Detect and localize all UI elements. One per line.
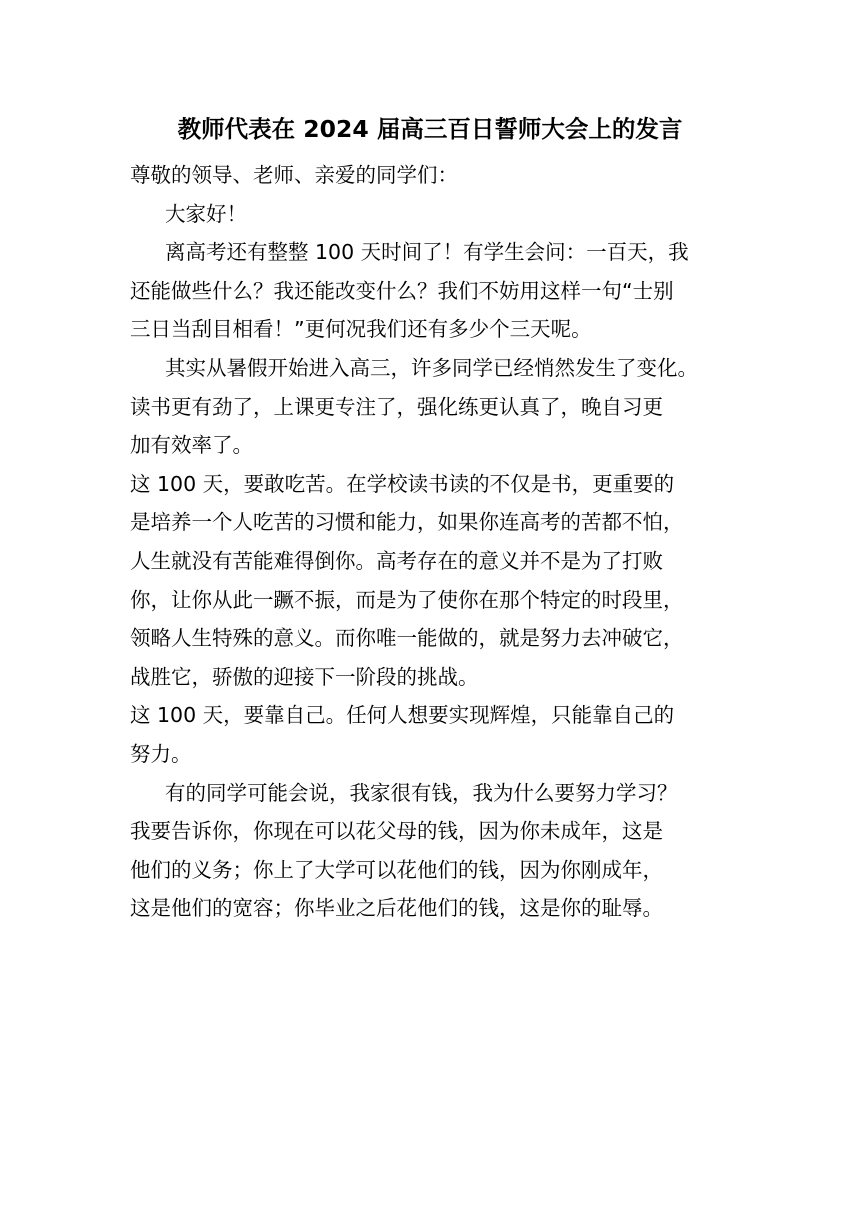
paragraph-line: 努力。 (130, 741, 192, 766)
paragraph-line: 是培养一个人吃苦的习惯和能力，如果你连高考的苦都不怕， (130, 510, 684, 535)
paragraph-line: 我要告诉你，你现在可以花父母的钱，因为你未成年，这是 (130, 819, 663, 844)
paragraph-line: 战胜它，骄傲的迎接下一阶段的挑战。 (130, 664, 479, 689)
paragraph-line: 读书更有劲了，上课更专注了，强化练更认真了，晚自习更 (130, 394, 663, 419)
greeting-line: 大家好！ (165, 201, 247, 226)
paragraph-line: 其实从暑假开始进入高三，许多同学已经悄然发生了变化。 (165, 355, 698, 380)
paragraph-line: 你，让你从此一蹶不振，而是为了使你在那个特定的时段里， (130, 587, 684, 612)
paragraph-line: 加有效率了。 (130, 433, 253, 458)
salutation-line: 尊敬的领导、老师、亲爱的同学们： (130, 163, 458, 187)
paragraph-line: 还能做些什么？我还能改变什么？我们不妨用这样一句“士别 (130, 278, 674, 303)
paragraph-line: 他们的义务；你上了大学可以花他们的钱，因为你刚成年， (130, 857, 663, 882)
paragraph-line: 这 100 天，要靠自己。任何人想要实现辉煌，只能靠自己的 (130, 703, 675, 728)
paragraph-line: 领略人生特殊的意义。而你唯一能做的，就是努力去冲破它， (130, 626, 684, 651)
paragraph-line: 这是他们的宽容；你毕业之后花他们的钱，这是你的耻辱。 (130, 896, 663, 921)
paragraph-line: 有的同学可能会说，我家很有钱，我为什么要努力学习？ (165, 780, 678, 805)
paragraph-line: 离高考还有整整 100 天时间了！有学生会问：一百天，我 (165, 240, 689, 265)
document-body (130, 156, 730, 928)
paragraph-line: 三日当刮目相看！”更何况我们还有多少个三天呢。 (130, 317, 592, 342)
paragraph-line: 人生就没有苦能难得倒你。高考存在的意义并不是为了打败 (130, 548, 663, 573)
document-title: 教师代表在 2024 届高三百日誓师大会上的发言 (177, 115, 683, 143)
paragraph-line: 这 100 天，要敢吃苦。在学校读书读的不仅是书，更重要的 (130, 471, 675, 496)
